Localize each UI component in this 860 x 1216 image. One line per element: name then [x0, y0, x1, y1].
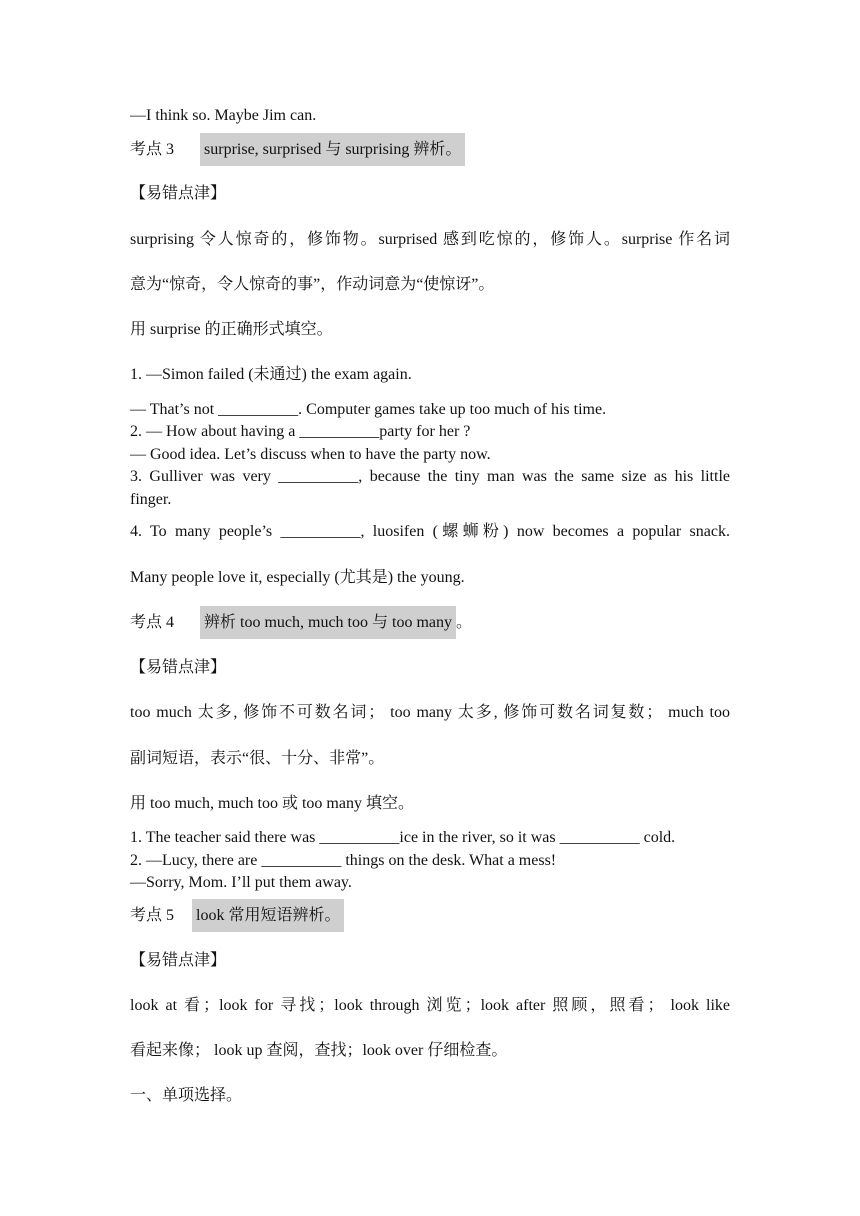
task-instruction: 用 surprise 的正确形式填空。	[130, 321, 333, 338]
answer-line: —I think so. Maybe Jim can.	[130, 107, 317, 124]
kaodian-label: 考点 5	[130, 907, 175, 924]
tip-heading: 【易错点津】	[130, 659, 227, 676]
question-line: 4. To many people’s __________, luosifen (螺蛳粉) now becomes a popular snack.	[130, 523, 730, 540]
tip-heading: 【易错点津】	[130, 952, 227, 969]
question-line: 1. —Simon failed (未通过) the exam again.	[130, 366, 412, 383]
explanation-line: look at 看；look for 寻找；look through 浏览；look after 照顾，照看； look like	[130, 997, 730, 1014]
question-line: finger.	[130, 491, 172, 508]
explanation-line: surprising 令人惊奇的，修饰物。surprised 感到吃惊的，修饰人。surprise 作名词	[130, 231, 730, 248]
explanation-line: 看起来像； look up 查阅，查找；look over 仔细检查。	[130, 1042, 508, 1059]
task-instruction: 用 too much, much too 或 too many 填空。	[130, 795, 414, 812]
question-line: 1. The teacher said there was __________ice in the river, so it was __________ cold.	[130, 829, 676, 846]
kaodian-label: 考点 4	[130, 614, 175, 631]
kaodian-label: 考点 3	[130, 141, 175, 158]
kaodian-4-heading	[130, 612, 472, 634]
section-heading: 一、单项选择。	[130, 1087, 243, 1104]
kaodian-title-highlight: 辨析 too much, much too 与 too many	[200, 606, 456, 639]
heading-end-mark: 。	[456, 614, 473, 631]
question-line: 3. Gulliver was very __________, because the tiny man was the same size as his little	[130, 468, 730, 485]
question-line: — Good idea. Let’s discuss when to have the party now.	[130, 446, 491, 463]
kaodian-title-highlight: look 常用短语辨析。	[192, 899, 344, 932]
explanation-line: 意为“惊奇，令人惊奇的事”，作动词意为“使惊讶”。	[130, 276, 495, 293]
tip-heading: 【易错点津】	[130, 185, 227, 202]
question-line: 2. —Lucy, there are __________ things on the desk. What a mess!	[130, 852, 557, 869]
question-line: 2. — How about having a __________party for her ?	[130, 423, 471, 440]
question-line: — That’s not __________. Computer games take up too much of his time.	[130, 401, 607, 418]
question-line: Many people love it, especially (尤其是) the young.	[130, 569, 465, 586]
kaodian-title-highlight: surprise, surprised 与 surprising 辨析。	[200, 133, 465, 166]
kaodian-3-heading	[130, 139, 465, 161]
explanation-line: 副词短语，表示“很、十分、非常”。	[130, 750, 385, 767]
question-line: —Sorry, Mom. I’ll put them away.	[130, 874, 352, 891]
explanation-line: too much 太多, 修饰不可数名词； too many 太多, 修饰可数名词复数； much too	[130, 704, 730, 721]
kaodian-5-heading	[130, 905, 344, 927]
